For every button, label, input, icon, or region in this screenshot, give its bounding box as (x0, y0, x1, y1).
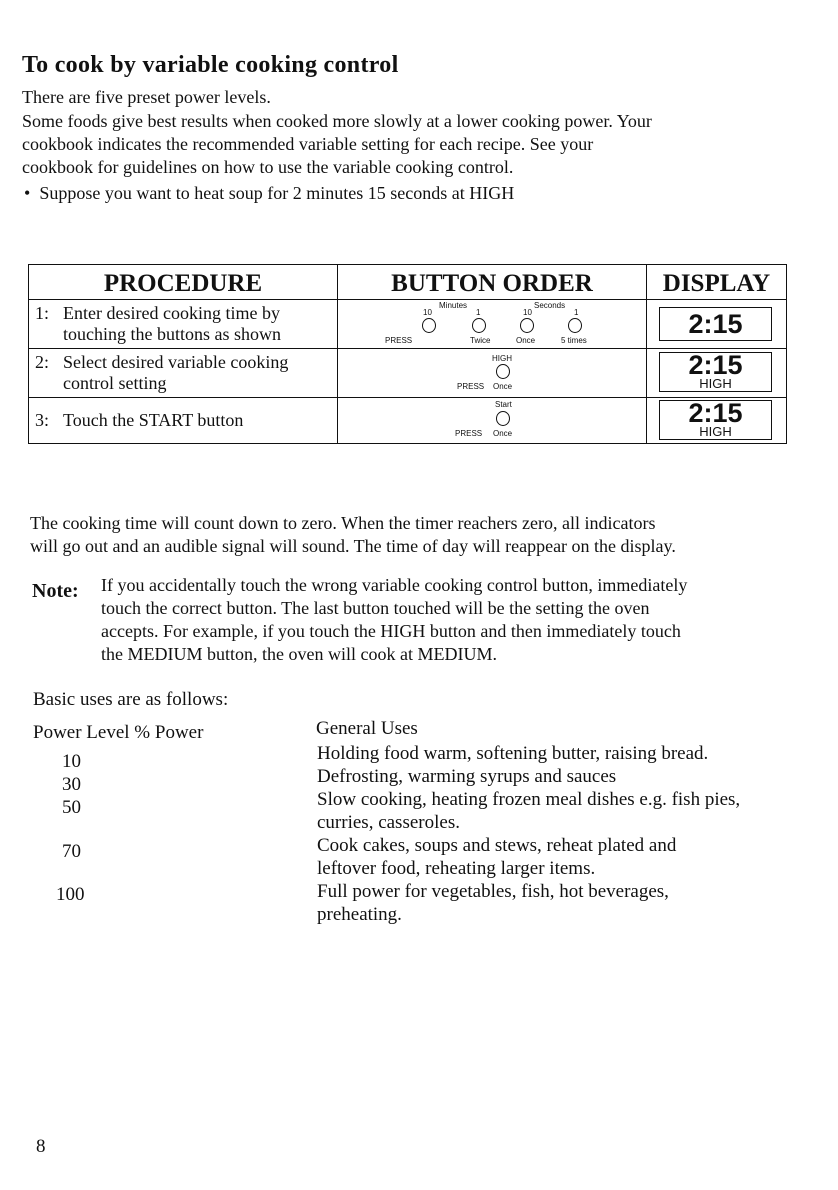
display-time: 2:15 (688, 398, 743, 428)
use-line: Slow cooking, heating frozen meal dishes e.g. fish pies, (317, 789, 741, 810)
high-label: HIGH (492, 354, 512, 363)
intro-line: There are five preset power levels. (22, 87, 271, 107)
button-order-3 (338, 398, 647, 444)
step-2 (29, 349, 338, 398)
countdown-line: The cooking time will count down to zero. When the timer reachers zero, all indicators (30, 513, 656, 533)
display-time: 2:15 (688, 350, 743, 380)
power-level-value: 100 (56, 884, 85, 905)
display-3 (647, 398, 787, 444)
intro-paragraph-line: cookbook for guidelines on how to use the variable cooking control. (22, 157, 514, 177)
note-line: accepts. For example, if you touch the HIGH button and then immediately touch (101, 621, 681, 641)
use-line: Defrosting, warming syrups and sauces (317, 766, 617, 787)
general-uses-header: General Uses (316, 718, 418, 739)
power-level-value: 50 (62, 797, 81, 818)
minutes-10-label: 10 (423, 308, 432, 317)
start-button-icon (496, 411, 510, 426)
display-2 (647, 349, 787, 398)
use-line: Holding food warm, softening butter, raising bread. (317, 743, 709, 764)
note-label: Note: (32, 580, 79, 602)
countdown-paragraph (30, 512, 676, 558)
twice-label: Twice (470, 336, 491, 345)
five-times-label: 5 times (561, 336, 587, 345)
bullet-item (24, 182, 514, 205)
note-line: If you accidentally touch the wrong variable cooking control button, immediately (101, 575, 688, 595)
step-text: Touch the START button (63, 410, 244, 430)
once-label: Once (516, 336, 536, 345)
use-line: leftover food, reheating larger items. (317, 858, 596, 879)
press-label: PRESS (457, 382, 485, 391)
procedure-table (28, 264, 787, 444)
header-procedure: PROCEDURE (29, 265, 338, 300)
step-text: Select desired variable cooking control setting (63, 352, 289, 393)
procedure-header-row (29, 265, 787, 300)
seconds-1-label: 1 (574, 308, 579, 317)
step-number: 1: (35, 303, 50, 323)
lcd-display (659, 307, 772, 341)
lcd-display (659, 352, 772, 392)
power-level-value: 70 (62, 841, 81, 862)
press-label: PRESS (455, 429, 483, 438)
note-line: the MEDIUM button, the oven will cook at MEDIUM. (101, 644, 497, 664)
press-label: PRESS (385, 336, 413, 345)
procedure-row-1 (29, 300, 787, 349)
once-label: Once (493, 429, 513, 438)
page-number: 8 (36, 1136, 46, 1157)
bullet-text: Suppose you want to heat soup for 2 minutes 15 seconds at HIGH (39, 183, 515, 203)
step-number: 2: (35, 352, 50, 372)
display-mode: HIGH (699, 376, 732, 391)
page-title: To cook by variable cooking control (22, 52, 399, 78)
step-number: 3: (35, 410, 50, 430)
display-time: 2:15 (688, 309, 743, 339)
power-level-value: 30 (62, 774, 81, 795)
header-display: DISPLAY (647, 265, 787, 300)
minutes-1-label: 1 (476, 308, 481, 317)
seconds-1-button-icon (568, 318, 582, 333)
once-label: Once (493, 382, 513, 391)
header-button-order: BUTTON ORDER (338, 265, 647, 300)
power-level-header: Power Level % Power (33, 722, 204, 743)
minutes-10-button-icon (422, 318, 436, 333)
seconds-10-label: 10 (523, 308, 532, 317)
button-order-1 (338, 300, 647, 349)
seconds-label: Seconds (534, 301, 566, 310)
button-order-2 (338, 349, 647, 398)
minutes-1-button-icon (472, 318, 486, 333)
procedure-row-3 (29, 398, 787, 444)
general-uses-list (317, 742, 740, 926)
minutes-label: Minutes (439, 301, 468, 310)
note-text (101, 574, 687, 666)
intro-paragraph-line: cookbook indicates the recommended variable setting for each recipe. See your (22, 134, 594, 154)
use-line: Cook cakes, soups and stews, reheat plated and (317, 835, 677, 856)
display-mode: HIGH (699, 424, 732, 439)
lcd-display (659, 400, 772, 440)
high-button-icon (496, 364, 510, 379)
intro-paragraph-line: Some foods give best results when cooked more slowly at a lower cooking power. Your (22, 111, 652, 131)
bullet-icon: • (24, 183, 40, 203)
step-3 (29, 398, 338, 444)
note-line: touch the correct button. The last button touched will be the setting the oven (101, 598, 650, 618)
seconds-10-button-icon (520, 318, 534, 333)
procedure-row-2 (29, 349, 787, 398)
intro-paragraph (22, 110, 652, 179)
use-line: curries, casseroles. (317, 812, 460, 833)
use-line: preheating. (317, 904, 402, 925)
use-line: Full power for vegetables, fish, hot beverages, (317, 881, 669, 902)
start-label: Start (495, 400, 512, 409)
countdown-line: will go out and an audible signal will sound. The time of day will reappear on the display. (30, 536, 676, 556)
step-text: Enter desired cooking time by touching the buttons as shown (63, 303, 281, 344)
basic-uses-heading: Basic uses are as follows: (33, 689, 229, 710)
display-1 (647, 300, 787, 349)
power-level-value: 10 (62, 751, 81, 772)
step-1 (29, 300, 338, 349)
